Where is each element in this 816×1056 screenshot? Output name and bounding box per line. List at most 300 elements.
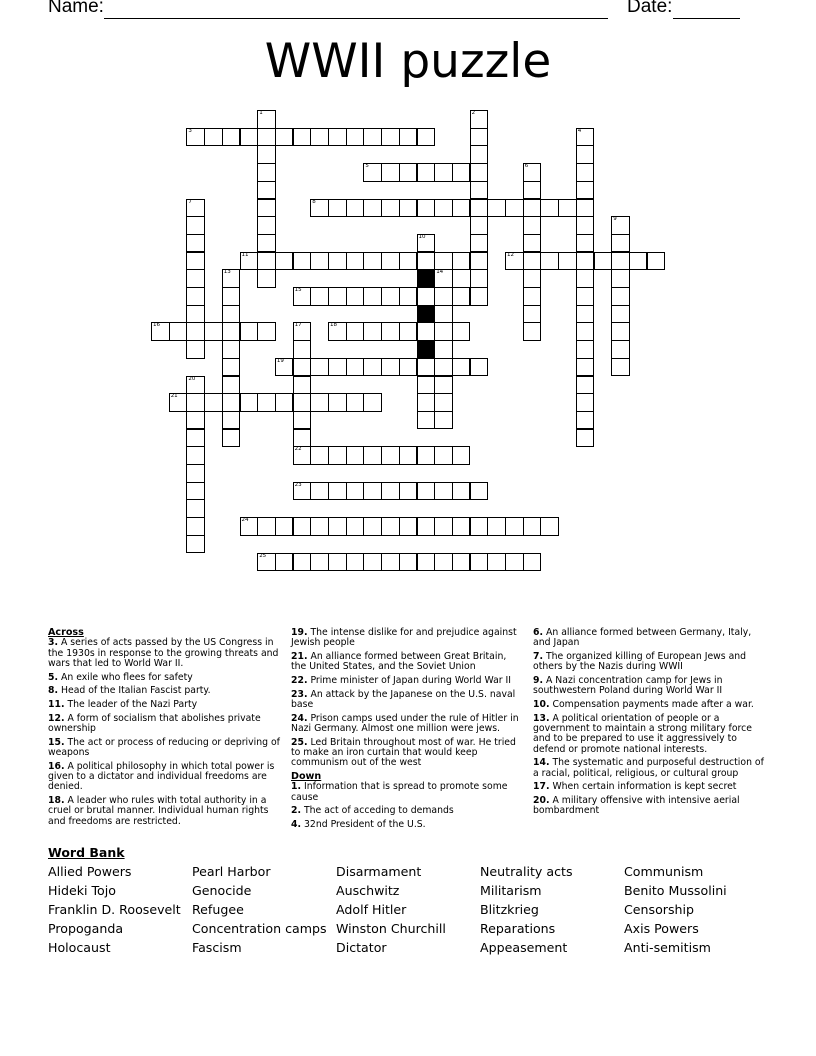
grid-cell[interactable] [540,199,559,218]
grid-cell[interactable] [576,234,595,253]
grid-cell[interactable] [611,234,630,253]
grid-cell[interactable] [434,376,453,395]
grid-cell[interactable] [576,411,595,430]
grid-cell[interactable] [452,163,471,182]
grid-cell[interactable] [363,163,382,182]
grid-cell[interactable] [399,252,418,271]
grid-cell[interactable] [576,376,595,395]
clue-text: 32nd President of the U.S. [303,819,426,830]
grid-cell[interactable] [523,287,542,306]
grid-cell[interactable] [576,145,595,164]
grid-cell[interactable] [363,482,382,501]
grid-cell[interactable] [186,535,205,554]
grid-cell[interactable] [363,322,382,341]
grid-cell[interactable] [594,252,613,271]
cell-number: 21 [170,393,178,400]
clue-item [291,714,523,735]
grid-cell[interactable] [275,393,294,412]
grid-cell[interactable] [434,199,453,218]
grid-cell[interactable] [540,517,559,536]
grid-cell[interactable] [293,429,312,448]
grid-cell[interactable] [523,553,542,572]
grid-cell[interactable] [611,322,630,341]
clue-text: The organized killing of European Jews and others by the Nazis during WWII [533,651,747,673]
clue-item [291,738,523,769]
grid-cell[interactable] [257,145,276,164]
grid-cell[interactable] [505,517,524,536]
grid-cell[interactable] [310,287,329,306]
cell-number: 10 [418,233,426,240]
grid-cell[interactable] [204,128,223,147]
grid-cell[interactable] [169,322,188,341]
grid-cell[interactable] [434,411,453,430]
down-heading: Down [291,771,322,782]
grid-cell[interactable] [328,553,347,572]
grid-cell[interactable] [222,358,241,377]
grid-cell[interactable] [186,376,205,395]
grid-cell[interactable] [470,553,489,572]
grid-cell[interactable] [222,411,241,430]
word-bank-item: Appeasement [480,940,568,955]
grid-cell[interactable] [417,446,436,465]
grid-cell[interactable] [381,199,400,218]
grid-cell[interactable] [452,252,471,271]
grid-cell[interactable] [399,446,418,465]
grid-cell[interactable] [399,287,418,306]
grid-cell[interactable] [470,163,489,182]
grid-cell[interactable] [186,340,205,359]
grid-cell[interactable] [186,322,205,341]
grid-cell[interactable] [310,517,329,536]
word-bank-item: Militarism [480,883,542,898]
grid-cell[interactable] [186,234,205,253]
grid-cell[interactable] [257,393,276,412]
grid-cell[interactable] [399,482,418,501]
clue-number: 23. [291,688,308,700]
grid-cell[interactable] [417,287,436,306]
clue-item [291,676,523,686]
grid-cell[interactable] [275,358,294,377]
grid-cell[interactable] [186,499,205,518]
grid-cell[interactable] [381,163,400,182]
grid-cell[interactable] [257,110,276,129]
grid-cell[interactable] [275,252,294,271]
grid-cell[interactable] [381,358,400,377]
grid-cell[interactable] [576,287,595,306]
clue-text: Prime minister of Japan during World War II [310,675,512,686]
grid-cell[interactable] [505,252,524,271]
grid-cell[interactable] [417,553,436,572]
grid-cell[interactable] [487,553,506,572]
grid-cell[interactable] [222,128,241,147]
grid-cell[interactable] [523,322,542,341]
grid-cell[interactable] [310,446,329,465]
grid-cell[interactable] [293,128,312,147]
grid-cell[interactable] [399,199,418,218]
clue-number: 7. [533,651,544,662]
word-bank-item: Anti-semitism [624,940,711,955]
grid-cell[interactable] [434,305,453,324]
grid-cell[interactable] [257,199,276,218]
clue-number: 6. [533,627,544,638]
grid-cell[interactable] [310,199,329,218]
grid-cell[interactable] [434,517,453,536]
grid-cell[interactable] [346,393,365,412]
grid-cell[interactable] [293,482,312,501]
grid-cell[interactable] [186,429,205,448]
grid-cell[interactable] [417,376,436,395]
grid-cell[interactable] [523,234,542,253]
grid-cell[interactable] [293,287,312,306]
grid-cell[interactable] [399,553,418,572]
grid-cell[interactable] [186,216,205,235]
grid-cell[interactable] [275,517,294,536]
grid-cell[interactable] [363,358,382,377]
clue-text: Head of the Italian Fascist party. [60,685,211,697]
grid-cell[interactable] [257,128,276,147]
grid-cell[interactable] [346,199,365,218]
grid-cell[interactable] [328,482,347,501]
grid-cell[interactable] [363,446,382,465]
grid-cell[interactable] [434,553,453,572]
cell-number: 7 [188,198,192,205]
grid-cell[interactable] [434,322,453,341]
grid-cell[interactable] [257,322,276,341]
grid-cell[interactable] [222,269,241,288]
grid-cell[interactable] [186,287,205,306]
grid-cell[interactable] [523,199,542,218]
grid-cell[interactable] [257,181,276,200]
grid-cell[interactable] [381,553,400,572]
grid-cell[interactable] [293,517,312,536]
grid-cell[interactable] [470,128,489,147]
grid-cell[interactable] [417,322,436,341]
grid-cell[interactable] [381,517,400,536]
grid-cell[interactable] [151,322,170,341]
grid-cell[interactable] [629,252,648,271]
grid-cell[interactable] [417,199,436,218]
grid-cell[interactable] [470,517,489,536]
grid-cell[interactable] [417,252,436,271]
grid-cell[interactable] [611,252,630,271]
grid-cell[interactable] [204,322,223,341]
grid-cell[interactable] [452,322,471,341]
grid-cell[interactable] [363,252,382,271]
grid-cell[interactable] [523,269,542,288]
grid-cell[interactable] [399,322,418,341]
clue-text: An alliance formed between Germany, Italy, and Japan [533,627,752,649]
grid-cell[interactable] [186,411,205,430]
grid-cell[interactable] [523,252,542,271]
grid-cell[interactable] [470,145,489,164]
grid-cell[interactable] [346,482,365,501]
grid-cell[interactable] [346,517,365,536]
grid-cell[interactable] [452,482,471,501]
grid-cell[interactable] [399,128,418,147]
grid-cell[interactable] [523,517,542,536]
grid-cell[interactable] [222,287,241,306]
grid-cell[interactable] [186,464,205,483]
grid-cell[interactable] [381,128,400,147]
grid-cell[interactable] [647,252,666,271]
grid-cell[interactable] [434,287,453,306]
word-bank-item: Pearl Harbor [192,864,271,879]
grid-cell[interactable] [452,553,471,572]
grid-cell[interactable] [328,128,347,147]
grid-cell[interactable] [293,553,312,572]
word-bank-item: Benito Mussolini [624,883,727,898]
clue-number: 20. [533,795,550,806]
grid-cell[interactable] [275,553,294,572]
grid-cell[interactable] [434,482,453,501]
grid-cell[interactable] [576,163,595,182]
grid-cell[interactable] [257,269,276,288]
grid-cell[interactable] [611,340,630,359]
grid-cell[interactable] [257,216,276,235]
cell-number: 8 [312,198,316,205]
grid-cell[interactable] [576,199,595,218]
grid-cell[interactable] [293,358,312,377]
grid-cell[interactable] [293,393,312,412]
clue-item [48,738,280,759]
grid-cell[interactable] [240,252,259,271]
grid-cell[interactable] [576,322,595,341]
grid-cell[interactable] [523,181,542,200]
grid-cell[interactable] [434,163,453,182]
grid-cell[interactable] [523,163,542,182]
grid-cell[interactable] [257,252,276,271]
grid-cell[interactable] [240,128,259,147]
grid-cell[interactable] [328,287,347,306]
grid-cell[interactable] [452,199,471,218]
grid-cell[interactable] [310,358,329,377]
grid-cell[interactable] [611,216,630,235]
grid-cell[interactable] [363,393,382,412]
grid-cell[interactable] [310,252,329,271]
clue-text: A political orientation of people or a government to maintain a strong military force and to be prepared to use it aggressively to defend or promote national interests. [533,712,752,755]
grid-cell[interactable] [363,553,382,572]
grid-cell[interactable] [381,322,400,341]
grid-cell[interactable] [611,287,630,306]
grid-cell[interactable] [434,446,453,465]
grid-cell[interactable] [417,358,436,377]
grid-cell[interactable] [470,216,489,235]
grid-cell[interactable] [363,128,382,147]
grid-cell[interactable] [346,287,365,306]
clue-number: 14. [533,757,550,769]
grid-cell[interactable] [434,340,453,359]
grid-cell[interactable] [240,393,259,412]
grid-cell[interactable] [346,446,365,465]
cell-number: 25 [259,552,267,559]
grid-cell[interactable] [257,163,276,182]
grid-cell[interactable] [523,216,542,235]
grid-cell[interactable] [576,305,595,324]
grid-cell[interactable] [186,482,205,501]
grid-cell[interactable] [417,393,436,412]
grid-cell[interactable] [293,322,312,341]
word-bank-item: Propoganda [48,921,124,936]
cell-number: 5 [365,163,369,170]
grid-cell[interactable] [576,252,595,271]
grid-cell[interactable] [452,446,471,465]
grid-cell[interactable] [346,128,365,147]
grid-cell[interactable] [275,128,294,147]
grid-cell[interactable] [558,252,577,271]
cell-number: 24 [241,517,249,524]
grid-cell[interactable] [328,322,347,341]
grid-cell[interactable] [576,393,595,412]
grid-cell[interactable] [381,287,400,306]
grid-cell[interactable] [399,517,418,536]
grid-cell[interactable] [186,517,205,536]
grid-cell[interactable] [540,252,559,271]
grid-cell[interactable] [470,234,489,253]
grid-cell[interactable] [310,393,329,412]
clues-column-2 [291,628,523,834]
grid-cell[interactable] [576,181,595,200]
grid-cell[interactable] [558,199,577,218]
clue-text: When certain information is kept secret [552,781,737,793]
grid-cell[interactable] [399,358,418,377]
grid-cell[interactable] [186,305,205,324]
grid-cell[interactable] [328,252,347,271]
grid-cell[interactable] [204,393,223,412]
grid-cell[interactable] [240,322,259,341]
black-cell [417,305,436,324]
clue-item [533,700,765,710]
grid-cell[interactable] [470,199,489,218]
grid-cell[interactable] [222,393,241,412]
clue-text: The leader of the Nazi Party [67,699,198,710]
grid-cell[interactable] [328,393,347,412]
grid-cell[interactable] [505,553,524,572]
grid-cell[interactable] [417,128,436,147]
grid-cell[interactable] [222,305,241,324]
grid-cell[interactable] [487,199,506,218]
grid-cell[interactable] [452,287,471,306]
grid-cell[interactable] [417,482,436,501]
grid-cell[interactable] [381,446,400,465]
grid-cell[interactable] [399,163,418,182]
grid-cell[interactable] [576,358,595,377]
grid-cell[interactable] [186,446,205,465]
grid-cell[interactable] [470,110,489,129]
clue-text: The act or process of reducing or depriving of weapons [48,736,280,758]
grid-cell[interactable] [346,322,365,341]
grid-cell[interactable] [257,553,276,572]
grid-cell[interactable] [186,128,205,147]
grid-cell[interactable] [328,358,347,377]
grid-cell[interactable] [293,376,312,395]
grid-cell[interactable] [381,482,400,501]
grid-cell[interactable] [487,517,506,536]
grid-cell[interactable] [470,482,489,501]
grid-cell[interactable] [240,517,259,536]
grid-cell[interactable] [417,411,436,430]
grid-cell[interactable] [505,199,524,218]
grid-cell[interactable] [346,252,365,271]
grid-cell[interactable] [310,482,329,501]
grid-cell[interactable] [611,305,630,324]
grid-cell[interactable] [222,429,241,448]
word-bank-title: Word Bank [48,845,125,860]
clue-item [48,686,280,696]
grid-cell[interactable] [576,340,595,359]
cell-number: 16 [153,322,160,329]
grid-cell[interactable] [293,340,312,359]
grid-cell[interactable] [293,446,312,465]
grid-cell[interactable] [310,553,329,572]
grid-cell[interactable] [470,269,489,288]
grid-cell[interactable] [222,376,241,395]
grid-cell[interactable] [328,517,347,536]
grid-cell[interactable] [576,128,595,147]
grid-cell[interactable] [470,287,489,306]
clue-text: A form of socialism that abolishes private ownership [48,712,261,734]
grid-cell[interactable] [293,252,312,271]
grid-cell[interactable] [363,287,382,306]
grid-cell[interactable] [257,234,276,253]
clue-item [48,796,280,827]
word-bank-item: Disarmament [336,864,422,879]
grid-cell[interactable] [452,358,471,377]
grid-cell[interactable] [363,199,382,218]
grid-cell[interactable] [328,199,347,218]
grid-cell[interactable] [434,393,453,412]
grid-cell[interactable] [452,517,471,536]
grid-cell[interactable] [417,163,436,182]
word-bank-item: Refugee [192,902,244,917]
grid-cell[interactable] [328,446,347,465]
grid-cell[interactable] [470,252,489,271]
grid-cell[interactable] [470,358,489,377]
grid-cell[interactable] [169,393,188,412]
grid-cell[interactable] [346,358,365,377]
grid-cell[interactable] [346,553,365,572]
cell-number: 15 [294,287,302,293]
grid-cell[interactable] [576,216,595,235]
cell-number: 18 [330,322,337,329]
grid-cell[interactable] [186,269,205,288]
grid-cell[interactable] [576,269,595,288]
grid-cell[interactable] [434,358,453,377]
grid-cell[interactable] [576,429,595,448]
grid-cell[interactable] [363,517,382,536]
clue-number: 1. [291,781,302,793]
grid-cell[interactable] [381,252,400,271]
grid-cell[interactable] [293,411,312,430]
grid-cell[interactable] [470,181,489,200]
clue-number: 15. [48,736,65,748]
grid-cell[interactable] [434,269,453,288]
grid-cell[interactable] [186,199,205,218]
word-bank-item: Hideki Tojo [48,883,116,898]
grid-cell[interactable] [417,234,436,253]
grid-cell[interactable] [434,252,453,271]
grid-cell[interactable] [222,340,241,359]
word-bank-item: Concentration camps [192,921,327,936]
grid-cell[interactable] [523,305,542,324]
grid-cell[interactable] [222,322,241,341]
grid-cell[interactable] [417,517,436,536]
grid-cell[interactable] [611,269,630,288]
grid-cell[interactable] [257,517,276,536]
grid-cell[interactable] [310,128,329,147]
grid-cell[interactable] [186,393,205,412]
grid-cell[interactable] [186,252,205,271]
grid-cell[interactable] [611,358,630,377]
